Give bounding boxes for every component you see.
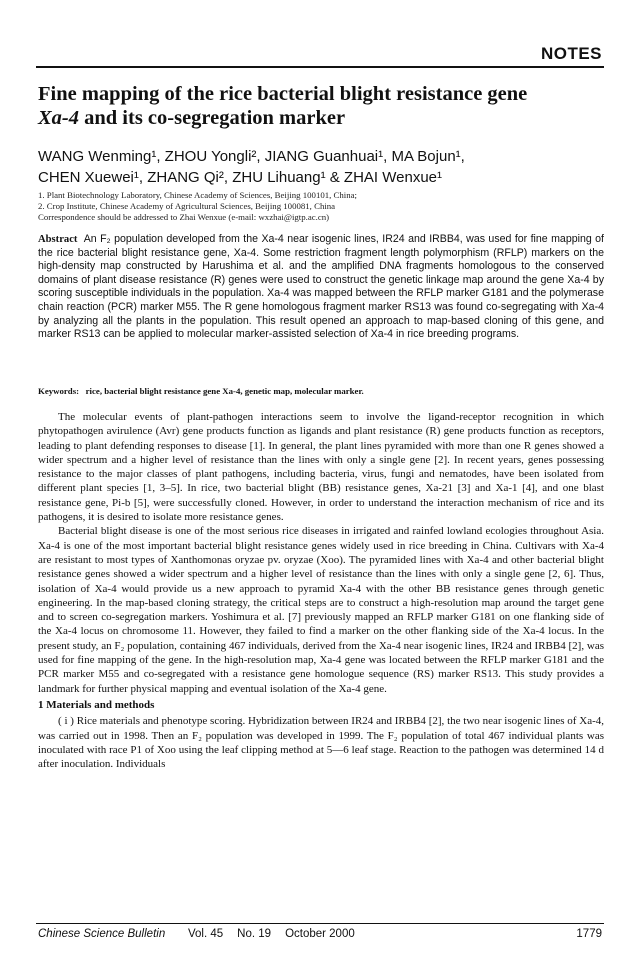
paper-title (38, 82, 608, 130)
issue-number: No. 19 (237, 928, 272, 940)
paragraph-intro: The molecular events of plant-pathogen interactions seem to involve the ligand-receptor recognition in which phytopathogen avirulence (Avr) gene products function as ligands and plant resistance (R) gene products function as receptors, leading to plant defending responses to disease [1]. In general, the plant lines pyramided with more than one R genes showed a wider spectrum and a higher level of resistance than the lines with only a single gene [2]. In recent years, genes possessing resistance to the major classes of plant pathogens, including bacteria, virus, fungi and nematodes, have been isolated from different plant species [1, 3–5]. In rice, two bacterial blight (BB) resistance genes, Xa-21 [3] and Xa-1 [4], and one blast resistance gene, Pi-b [5], were successfully cloned. However, in order to understand the interaction mechanism of rice and its pathogens, it is desired to isolate more resistance genes. (38, 411, 604, 524)
header-rule (36, 66, 604, 68)
title-line-2: and its co-segregation marker (79, 107, 346, 129)
authors-line-2: CHEN Xuewei¹, ZHANG Qi², ZHU Lihuang¹ & ZHAI Wenxue¹ (38, 169, 442, 186)
correspondence: Correspondence should be addressed to Zhai Wenxue (e-mail: wxzhai@igtp.ac.cn) (38, 212, 330, 223)
section-heading: 1 Materials and methods (38, 698, 155, 711)
paragraph-bacterial-blight: Bacterial blight disease is one of the most serious rice diseases in irrigated and rainfed lowland ecologies throughout Asia. Xa-4 is one of the most important bacterial blight resistance genes widely used in rice breeding in China. Cultivars with Xa-4 are resistant to most types of Xanthomonas oryzae pv. oryzae (Xoo). The pyramided lines with Xa-4 and other bacterial blight resistance genes showed a wider spectrum and a higher level of resistance than the lines with only a single gene [2, 6]. Thus, isolation of Xa-4 would provide us a new approach to pyramid Xa-4 with the other BB resistance genes through genetic engineering. In the map-based cloning strategy, the critical steps are to construct a high-resolution map around the target gene and to screen co-segregation markers. Yoshimura et al. [7] previously mapped an RFLP marker G181 on one flanking side of the Xa-4 locus on chromosome 11. However, they failed to find a marker on the other flanking side of the Xa-4 locus. In the present study, an F₂ population, containing 467 individuals, derived from the Xa-4 near isogenic lines, IR24 and IRBB4 [2], was used for fine mapping of the gene. In the high-resolution map, Xa-4 gene was located between the RFLP marker G181 and the PCR marker M55 and co-segregated with a resistance gene homologue sequence (RS) marker RS13. This study provides a landmark for further physical mapping and eventual isolation of the Xa-4 gene. (38, 525, 604, 695)
title-line-1: Fine mapping of the rice bacterial blight resistance gene (38, 83, 528, 105)
abstract-text: An F₂ population developed from the Xa-4 near isogenic lines, IR24 and IRBB4, was used for fine mapping of the rice bacterial blight resistance gene, Xa-4. Some restriction fragment length polymorphism (RFLP) markers on the high-density map constructed by Harushima et al. and the amplified DNA fragments homologous to the conserved domains of plant disease resistance (R) genes were used to construct the genetic linkage map around the gene Xa-4 by scoring susceptible individuals in the population. Xa-4 was mapped between the RFLP marker G181 and the polymerase chain reaction (PCR) marker M55. The R gene homologous fragment marker RS13 was found co-segregating with Xa-4 by analyzing all the plants in the population. This result opened an approach to map-based cloning of this gene, and marker RS13 can be applied to molecular marker-assisted selection of Xa-4 in rice breeding programs. (38, 233, 604, 341)
affiliation-2: 2. Crop Institute, Chinese Academy of Agricultural Sciences, Beijing 100081, China (38, 201, 336, 212)
abstract (38, 233, 604, 342)
authors-line-1: WANG Wenming¹, ZHOU Yongli², JIANG Guanhuai¹, MA Bojun¹, (38, 148, 465, 165)
page-number: 1779 (576, 928, 602, 940)
title-gene: Xa-4 (38, 107, 79, 129)
paragraph-materials: ( i ) Rice materials and phenotype scoring. Hybridization between IR24 and IRBB4 [2], the two near isogenic lines of Xa-4, was carried out in 1998. Then an F₂ population was developed in 1999. The F₂ population of total 467 individual plants was inoculated with race P1 of Xoo using the leaf clipping method at 5—6 leaf stage. Reaction to the pathogen was determined 14 d after inoculation. Individuals (38, 715, 604, 771)
footer-rule (36, 923, 604, 924)
page-footer (38, 928, 602, 940)
section-label: NOTES (540, 44, 602, 63)
keywords-text: rice, bacterial blight resistance gene Xa-4, genetic map, molecular marker. (85, 386, 364, 396)
body-text (38, 410, 604, 771)
abstract-label: Abstract (38, 234, 78, 245)
issue-date: October 2000 (285, 928, 355, 940)
volume: Vol. 45 (188, 928, 224, 940)
journal-name: Chinese Science Bulletin (38, 928, 166, 940)
affiliations (38, 190, 608, 224)
keywords (38, 386, 604, 396)
affiliation-1: 1. Plant Biotechnology Laboratory, Chinese Academy of Sciences, Beijing 100101, China; (38, 190, 357, 200)
keywords-label: Keywords: (38, 386, 80, 396)
author-list (38, 146, 608, 188)
